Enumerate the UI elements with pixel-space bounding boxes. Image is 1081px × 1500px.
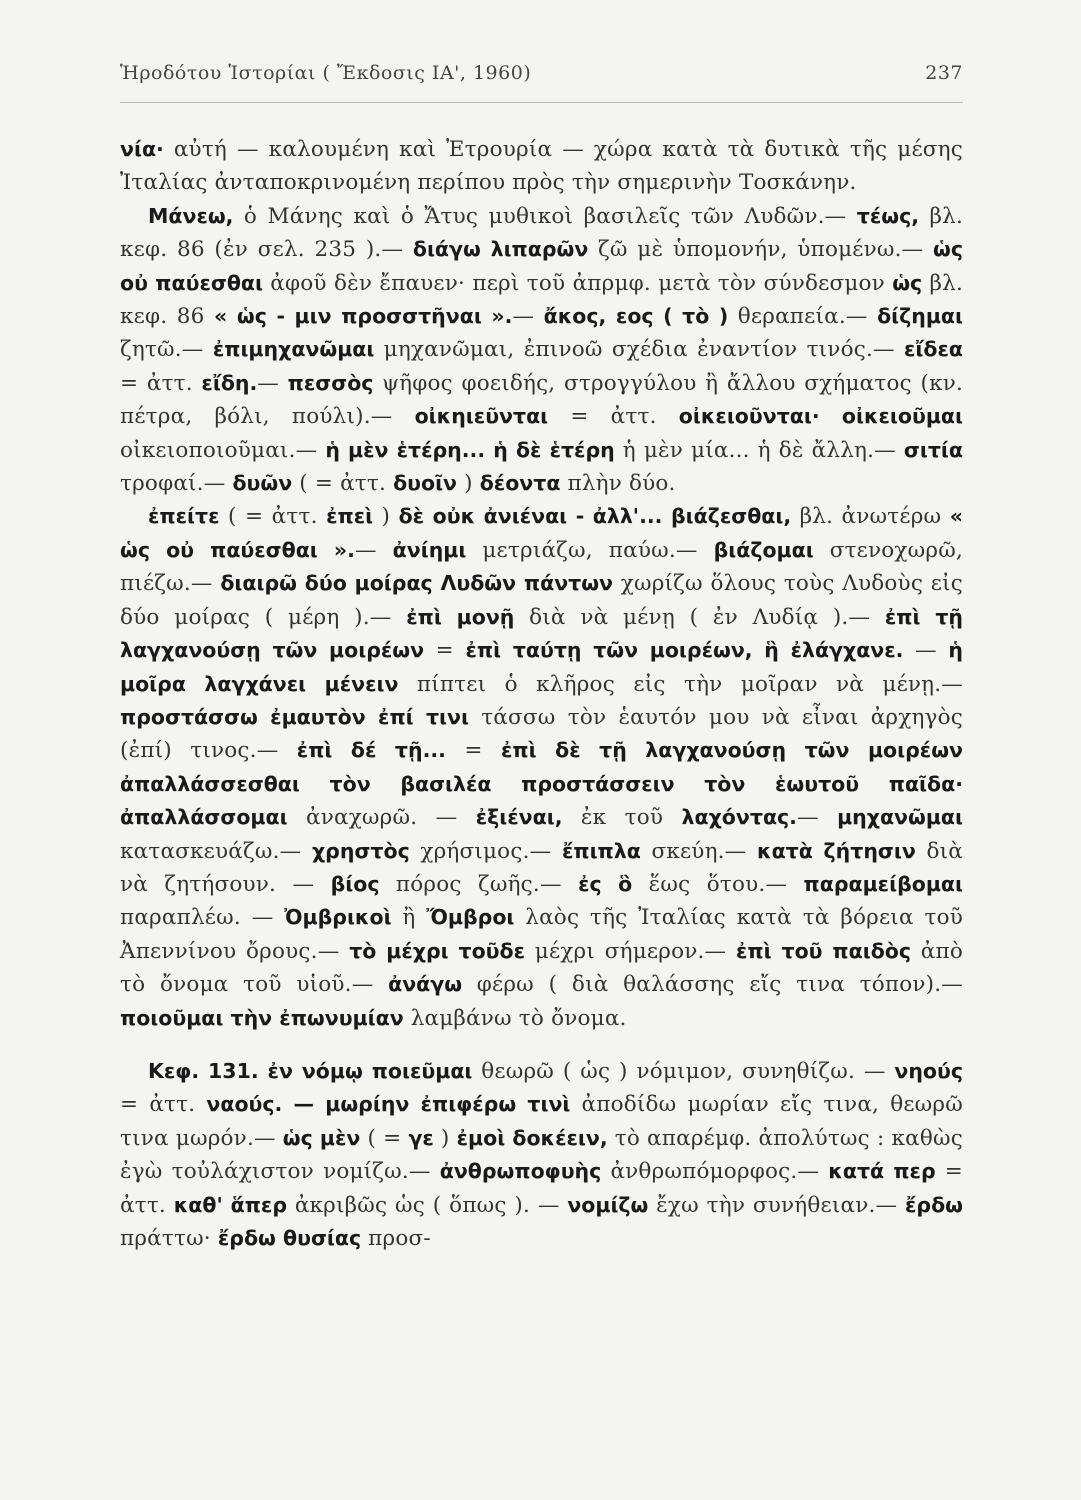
gloss-text: θεραπεία.— bbox=[728, 304, 878, 330]
headword: ἐπὶ δὲ τῇ λαγχανούσῃ τῶν μοιρέων ἀπαλλάσσεσθαι τὸν βασιλέα προστάσσειν τὸν ἑωυτοῦ παῖδα· ἀπαλλάσσομαι bbox=[120, 738, 963, 830]
gloss-text: ) bbox=[433, 1125, 457, 1151]
headword: ἐπεὶ bbox=[326, 504, 374, 529]
headword: κατά περ bbox=[828, 1159, 936, 1184]
headword: διάγω λιπαρῶν bbox=[412, 237, 589, 262]
page-number: 237 bbox=[925, 62, 963, 84]
headword: νηούς bbox=[894, 1058, 963, 1083]
headword: Ὀμβρικοὶ bbox=[284, 905, 392, 930]
gloss-text: ἀφοῦ δὲν ἔπαυεν· περὶ τοῦ ἀπρμφ. μετὰ τὸν σύνδεσμον bbox=[263, 270, 893, 296]
headword: παραμείβομαι bbox=[803, 871, 963, 896]
headword: λαχόντας. bbox=[681, 805, 797, 830]
gloss-text: ἡ μὲν μία... ἡ δὲ ἄλλη.— bbox=[614, 437, 904, 463]
gloss-text: ἀναχωρῶ. — bbox=[287, 805, 476, 831]
headword: ἐμοὶ δοκέειν, bbox=[456, 1125, 608, 1150]
headword: τὸ μέχρι τοῦδε bbox=[349, 938, 526, 963]
headword: ἐπὶ τῇ λαγχανούσῃ τῶν μοιρέων bbox=[120, 604, 964, 663]
headword: ἀνάγω bbox=[388, 972, 463, 997]
headword: ποιοῦμαι τὴν ἐπωνυμίαν bbox=[120, 1005, 404, 1030]
headword: ἀνθρωποφυὴς bbox=[439, 1159, 602, 1184]
headword: ἐπὶ δέ τῇ... bbox=[296, 738, 446, 763]
headword: δίζημαι bbox=[877, 304, 963, 329]
headword: « ὡς οὐ παύεσθαι ». bbox=[120, 504, 963, 562]
headword: ἐπὶ ταύτῃ τῶν μοιρέων, ἣ ἐλάγχανε. bbox=[465, 638, 904, 663]
headword: ἐξιέναι, bbox=[475, 805, 563, 830]
gloss-text: — bbox=[512, 304, 544, 330]
gloss-text: ) bbox=[457, 471, 480, 497]
gloss-text: τὸ απαρέμφ. ἀπολύτως : καθὼς ἐγὼ τοὐλάχιστον νομίζω.— bbox=[120, 1125, 963, 1185]
headword: δυῶν bbox=[232, 471, 293, 496]
headword: ἡ μὲν ἑτέρη... ἡ δὲ ἑτέρη bbox=[325, 437, 615, 462]
gloss-text: — bbox=[354, 537, 393, 563]
headword: ἄκος, εος ( τὸ ) bbox=[543, 304, 729, 329]
gloss-text: μηχανῶμαι, ἐπινοῶ σχέδια ἐναντίον τινός.— bbox=[374, 337, 905, 363]
glossary-body bbox=[120, 133, 963, 1255]
gloss-text: ( = ἀττ. bbox=[292, 471, 394, 497]
gloss-text: ἀποδίδω μωρίαν εἴς τινα, θεωρῶ τινα μωρόν.— bbox=[120, 1092, 963, 1151]
gloss-text: προσ- bbox=[361, 1226, 431, 1251]
headword: « ὡς - μιν προσστῆναι ». bbox=[214, 304, 513, 329]
gloss-text: ( = bbox=[360, 1125, 409, 1151]
gloss-text: = ἀττ. bbox=[548, 404, 679, 430]
gloss-text: ἀνθρωπόμορφος.— bbox=[601, 1159, 829, 1185]
gloss-text: ζητῶ.— bbox=[120, 337, 213, 363]
gloss-text: τάσσω τὸν ἑαυτόν μου νὰ εἶναι ἀρχηγὸς (ἐπί) τινος.— bbox=[120, 704, 963, 764]
gloss-text: οἰκειοποιοῦμαι.— bbox=[120, 437, 326, 463]
headword: ἔρδω bbox=[905, 1192, 964, 1217]
headword: Μάνεω, bbox=[148, 203, 234, 228]
gloss-text: = bbox=[424, 638, 466, 664]
running-title: Ἡροδότου Ἱστορίαι ( Ἔκδοσις ΙΑ', 1960) bbox=[120, 62, 532, 84]
paragraph-maneo bbox=[120, 200, 963, 501]
gloss-text: μέχρι σήμερον.— bbox=[525, 938, 737, 964]
gloss-text: βλ. κεφ. 86 bbox=[120, 270, 963, 330]
headword: ὡς bbox=[892, 270, 923, 295]
gloss-text: θεωρῶ ( ὡς ) νόμιμον, συνηθίζω. — bbox=[472, 1058, 895, 1084]
headword: οἰκηιεῦνται bbox=[414, 404, 549, 429]
page-header bbox=[120, 52, 963, 84]
gloss-text: τροφαί.— bbox=[120, 471, 233, 497]
headword: βιάζομαι bbox=[713, 537, 814, 562]
paragraph-kef-131 bbox=[120, 1055, 963, 1255]
headword: διαιρῶ δύο μοίρας Λυδῶν πάντων bbox=[220, 571, 614, 596]
headword: ἐπὶ τοῦ παιδὸς bbox=[736, 938, 912, 963]
headword: ὡς οὐ παύεσθαι bbox=[120, 237, 964, 295]
headword: ἡ μοῖρα λαγχάνει μένειν bbox=[120, 638, 963, 696]
headword: μηχανῶμαι bbox=[837, 805, 963, 830]
headword: κατὰ ζήτησιν bbox=[757, 838, 916, 863]
headword: ἐπὶ μονῇ bbox=[406, 604, 515, 629]
gloss-text: πίπτει ὁ κλῆρος εἰς τὴν μοῖραν νὰ μένῃ.— bbox=[398, 671, 963, 697]
gloss-text: = ἀττ. bbox=[120, 1092, 207, 1118]
headword: χρηστὸς bbox=[311, 838, 410, 863]
gloss-text: πόρος ζωῆς.— bbox=[379, 871, 579, 897]
gloss-text: ὁ Μάνης καὶ ὁ Ἄτυς μυθικοὶ βασιλεῖς τῶν Λυδῶν.— bbox=[233, 203, 857, 229]
headword: ἔπιπλα bbox=[561, 838, 641, 863]
gloss-text: φέρω ( διὰ θαλάσσης εἴς τινα τόπον).— bbox=[462, 972, 963, 998]
gloss-text: — bbox=[903, 638, 949, 664]
gloss-text: ψῆφος φοειδής, στρογγύλου ἢ ἄλλου σχήματος (κν. πέτρα, βόλι, πούλι).— bbox=[120, 370, 964, 430]
gloss-text: — bbox=[796, 805, 838, 831]
gloss-text: — bbox=[257, 370, 288, 396]
headword: γε bbox=[408, 1125, 434, 1150]
gloss-text: διὰ νὰ μένῃ ( ἐν Λυδίᾳ ).— bbox=[514, 604, 885, 630]
gloss-text: = bbox=[445, 738, 501, 764]
headword: ἐπιμηχανῶμαι bbox=[212, 337, 375, 362]
gloss-text: χωρίζω ὅλους τοὺς Λυδοὺς εἰς δύο μοίρας ( μέρη ).— bbox=[120, 571, 963, 630]
gloss-text: = ἀττ. bbox=[120, 370, 202, 396]
headword: πεσσὸς bbox=[287, 370, 374, 395]
headword: Κεφ. 131. ἐν νόμῳ ποιεῦμαι bbox=[148, 1058, 473, 1083]
headword: εἴδη. bbox=[201, 370, 258, 395]
gloss-text: βλ. κεφ. 86 (ἐν σελ. 235 ).— bbox=[120, 203, 963, 263]
gloss-text: βλ. ἀνωτέρω bbox=[791, 504, 950, 530]
headword: οἰκειοῦνται· οἰκειοῦμαι bbox=[678, 404, 963, 429]
headword: ἐς ὃ bbox=[578, 871, 633, 896]
headword: ἀνίημι bbox=[392, 537, 467, 562]
gloss-text: πράττω· bbox=[120, 1226, 218, 1251]
headword: βίος bbox=[330, 871, 380, 896]
headword: ἔρδω θυσίας bbox=[217, 1226, 362, 1250]
gloss-text: = ἀττ. bbox=[120, 1159, 964, 1218]
gloss-text: ζῶ μὲ ὑπομονήν, ὑπομένω.— bbox=[588, 237, 934, 263]
paragraph-continuation bbox=[120, 133, 963, 200]
headword: δέοντα bbox=[479, 471, 561, 496]
headword: σιτία bbox=[903, 437, 963, 462]
gloss-text: σκεύη.— bbox=[640, 838, 758, 864]
headword: καθ' ἅπερ bbox=[173, 1192, 288, 1217]
gloss-text: ἢ bbox=[391, 905, 427, 931]
headword: ὡς μὲν bbox=[282, 1125, 361, 1150]
gloss-text: ( = ἀττ. bbox=[219, 504, 327, 530]
headword: τέως, bbox=[856, 203, 920, 228]
gloss-text: κατασκευάζω.— bbox=[120, 838, 312, 864]
gloss-text: λαμβάνω τὸ ὄνομα. bbox=[403, 1005, 627, 1031]
gloss-text: διὰ νὰ ζητήσουν. — bbox=[120, 838, 963, 897]
gloss-text: ἀπὸ τὸ ὄνομα τοῦ υἱοῦ.— bbox=[120, 938, 963, 998]
gloss-text: ἕως ὅτου.— bbox=[632, 871, 804, 897]
paragraph-epeite bbox=[120, 500, 963, 1035]
headword: ἐπείτε bbox=[148, 504, 220, 529]
headword: ναούς. — μωρίην ἐπιφέρω τινὶ bbox=[206, 1092, 571, 1117]
gloss-text: πλὴν δύο. bbox=[560, 471, 676, 497]
gloss-text: αὐτή — καλουμένη καὶ Ἐτρουρία — χώρα κατὰ τὰ δυτικὰ τῆς μέσης Ἰταλίας ἀνταποκρινομένη περίπου πρὸς τὴν σημερινὴν Τοσκάνην. bbox=[120, 137, 963, 196]
gloss-text: ) bbox=[373, 504, 399, 530]
gloss-text: μετριάζω, παύω.— bbox=[466, 537, 714, 563]
gloss-text: παραπλέω. — bbox=[120, 905, 285, 931]
headword: νομίζω bbox=[567, 1192, 649, 1217]
gloss-text: ἀκριβῶς ὡς ( ὅπως ). — bbox=[287, 1192, 568, 1218]
gloss-text: ἐκ τοῦ bbox=[562, 805, 682, 831]
gloss-text: στενοχωρῶ, πιέζω.— bbox=[120, 537, 964, 597]
headword: εἴδεα bbox=[904, 337, 963, 362]
headword: Ὄμβροι bbox=[426, 905, 515, 930]
headword: νία· bbox=[120, 137, 164, 161]
gloss-text: λαὸς τῆς Ἰταλίας κατὰ τὰ βόρεια τοῦ Ἀπεννίνου ὄρους.— bbox=[120, 905, 963, 964]
header-rule bbox=[120, 102, 963, 103]
headword: δυοῖν bbox=[393, 471, 458, 496]
headword: δὲ οὐκ ἀνιέναι - ἀλλ'... βιάζεσθαι, bbox=[398, 504, 792, 529]
gloss-text: χρήσιμος.— bbox=[409, 838, 562, 864]
headword: προστάσσω ἐμαυτὸν ἐπί τινι bbox=[120, 704, 469, 729]
gloss-text: ἔχω τὴν συνήθειαν.— bbox=[648, 1192, 906, 1218]
